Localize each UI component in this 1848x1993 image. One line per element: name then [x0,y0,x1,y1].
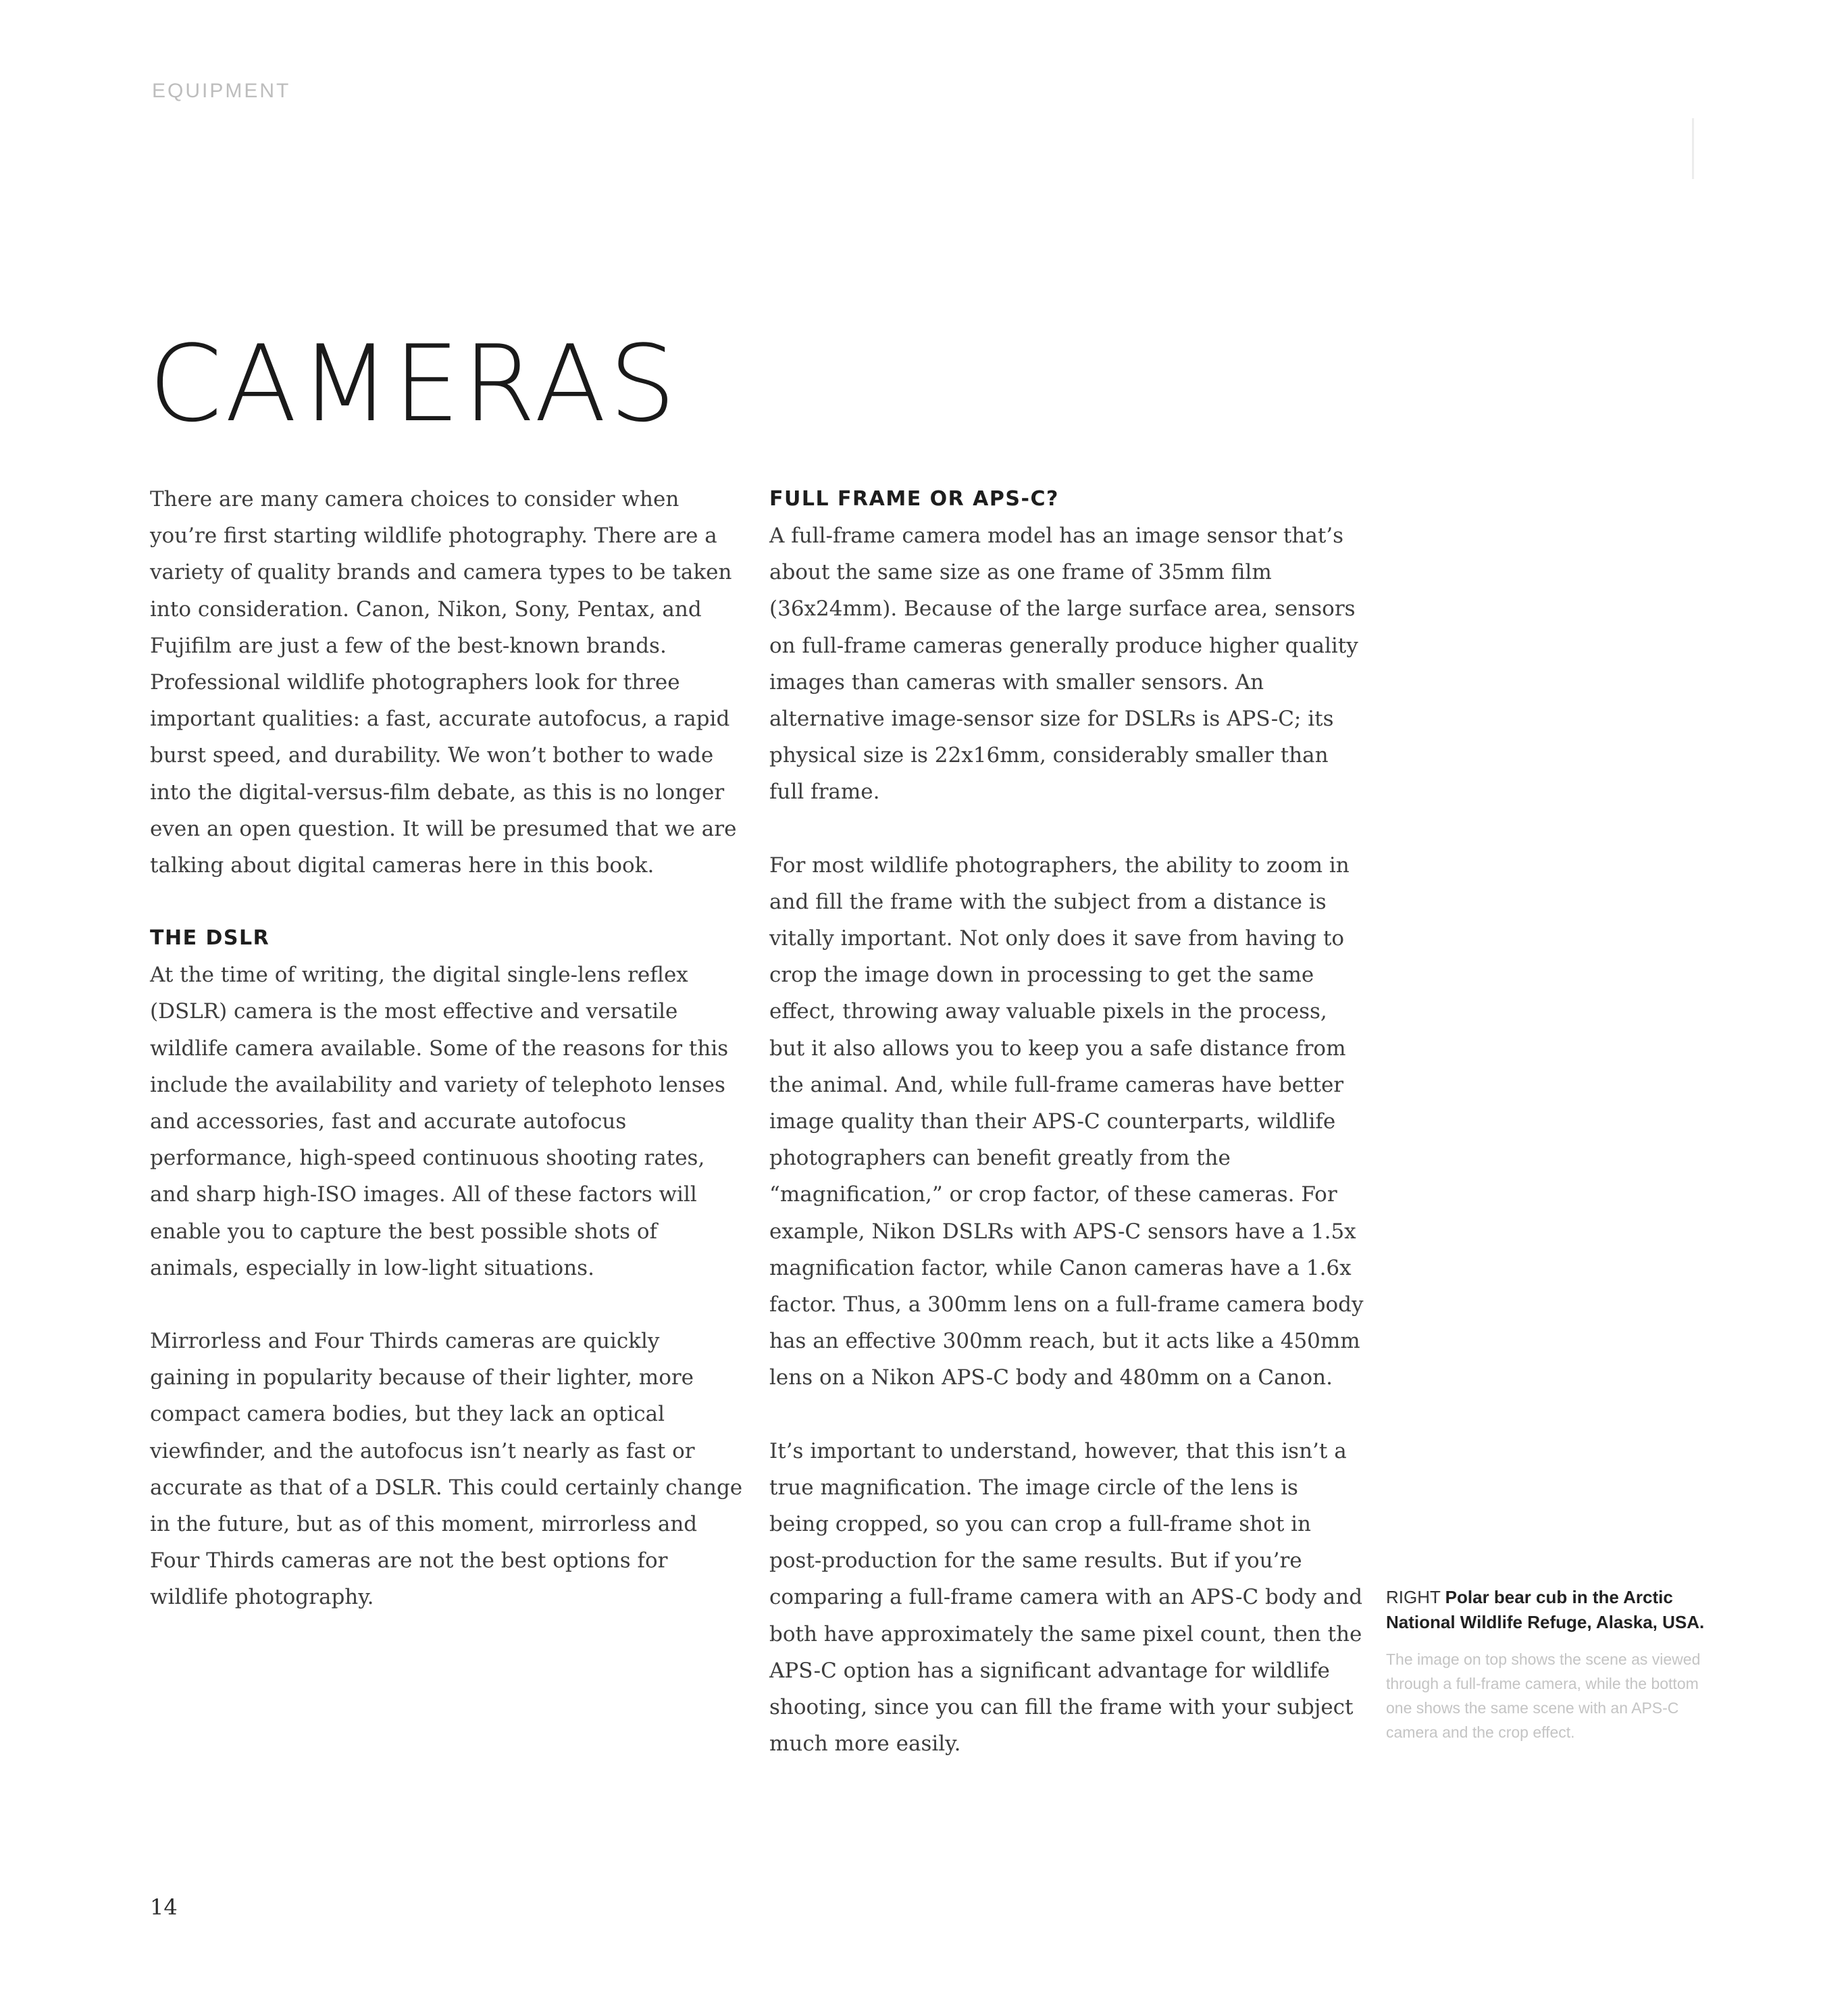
right-column [769,481,1364,1799]
mirrorless-paragraph: Mirrorless and Four Thirds cameras are quickly gaining in popularity because of their lighter, more compact camera bodies, but they lack an optical viewfinder, and the autofocus isn’t nearly as fast or accurate as that of a DSLR. This could certainly change in the future, but as of this moment, mirrorless and Four Thirds cameras are not the best options for wildlife photography. [150,1329,743,1610]
running-head: EQUIPMENT [152,80,291,102]
understand-paragraph: It’s important to understand, however, that this isn’t a true magnification. The image circle of the lens is being cropped, so you can crop a full-frame shot in post-production for the same results. But if you’re comparing a full-frame camera with an APS-C body and both have approximately the same pixel count, then the APS-C option has a significant advantage for wildlife shooting, since you can fill the frame with your subject much more easily. [769,1438,1363,1757]
caption-position-tag: RIGHT [1386,1587,1441,1607]
intro-paragraph: There are many camera choices to consider when you’re first starting wildlife photography. There are a variety of quality brands and camera types to be taken into consideration. Canon, Nikon, Sony, Pentax, and Fujifilm are just a few of the best-known brands. Professional wildlife photographers look for three important qualities: a fast, accurate autofocus, a rapid burst speed, and durability. We won’t bother to wade into the digital-versus-film debate, as this is no longer even an open question. It will be presumed that we are talking about digital cameras here in this book. [150,487,737,878]
caption-title: Polar bear cub in the Arctic National Wildlife Refuge, Alaska, USA. [1386,1587,1705,1632]
fullframe-paragraph: A full-frame camera model has an image sensor that’s about the same size as one frame of 35mm film (36x24mm). Because of the large surface area, sensors on full-frame cameras generally produce higher quality images than cameras with smaller sensors. An alternative image-sensor size for DSLRs is APS-C; its physical size is 22x16mm, considerably smaller than full frame. [769,524,1358,805]
fullframe-heading: FULL FRAME OR APS-C? [769,487,1059,511]
scan-edge-mark [1692,118,1694,179]
left-column [150,481,744,1653]
caption-body: The image on top shows the scene as viewed through a full-frame camera, while the bottom one shows the same scene with an APS-C camera and the crop effect. [1386,1650,1701,1741]
zoom-paragraph: For most wildlife photographers, the ability to zoom in and fill the frame with the subject from a distance is vitally important. Not only does it save from having to crop the image down in processing to get the same effect, throwing away valuable pixels in the process, but it also allows you to keep you a safe distance from the animal. And, while full-frame cameras have better image quality than their APS-C counterparts, wildlife photographers can benefit greatly from the “magnification,” or crop factor, of these cameras. For example, Nikon DSLRs with APS-C sensors have a 1.5x magnification factor, while Canon cameras have a 1.6x factor. Thus, a 300mm lens on a full-frame camera body has an effective 300mm reach, but it acts like a 450mm lens on a Nikon APS-C body and 480mm on a Canon. [769,853,1364,1390]
photo-caption [1386,1585,1724,1744]
dslr-paragraph: At the time of writing, the digital single-lens reflex (DSLR) camera is the most effective and versatile wildlife camera available. Some of the reasons for this include the availability and variety of telephoto lenses and accessories, fast and accurate autofocus performance, high-speed continuous shooting rates, and sharp high-ISO images. All of these factors will enable you to capture the best possible shots of animals, especially in low-light situations. [150,963,729,1280]
caption-lead [1386,1585,1724,1635]
dslr-heading: THE DSLR [150,926,270,951]
page-number: 14 [150,1894,178,1920]
page-title: CAMERAS [149,322,679,445]
